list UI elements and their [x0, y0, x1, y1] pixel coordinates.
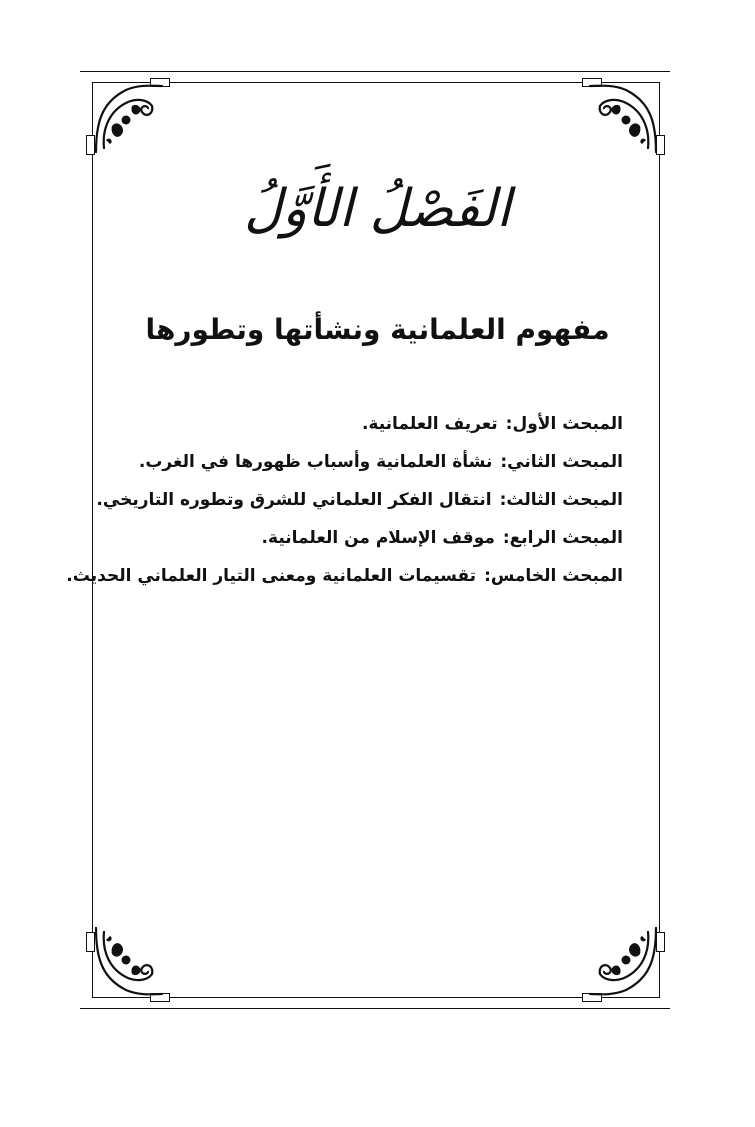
section-text: تقسيمات العلمانية ومعنى التيار العلماني الحديث. — [66, 566, 477, 586]
top-rule — [80, 71, 670, 72]
list-item — [96, 481, 623, 519]
floral-scroll-icon — [586, 924, 660, 998]
list-item — [66, 557, 623, 595]
floral-scroll-icon — [92, 924, 166, 998]
floral-scroll-icon — [586, 82, 660, 156]
section-text: موقف الإسلام من العلمانية. — [261, 528, 495, 548]
list-item — [100, 519, 623, 557]
section-label: المبحث الثاني: — [500, 452, 623, 472]
section-label: المبحث الخامس: — [484, 566, 623, 586]
floral-scroll-icon — [92, 82, 166, 156]
bottom-rule — [80, 1008, 670, 1009]
section-text: نشأة العلمانية وأسباب ظهورها في الغرب. — [138, 452, 493, 472]
sections-list — [66, 405, 623, 595]
list-item — [100, 405, 623, 443]
section-text: انتقال الفكر العلماني للشرق وتطوره التاريخي. — [96, 490, 492, 510]
section-label: المبحث الرابع: — [502, 528, 623, 548]
section-label: المبحث الثالث: — [499, 490, 623, 510]
section-text: تعريف العلمانية. — [361, 414, 498, 434]
list-item — [100, 443, 623, 481]
page-title: مفهوم العلمانية ونشأتها وتطورها — [145, 313, 610, 346]
chapter-heading: الفَصْلُ الأَوَّلُ — [244, 179, 511, 239]
section-label: المبحث الأول: — [505, 414, 623, 434]
